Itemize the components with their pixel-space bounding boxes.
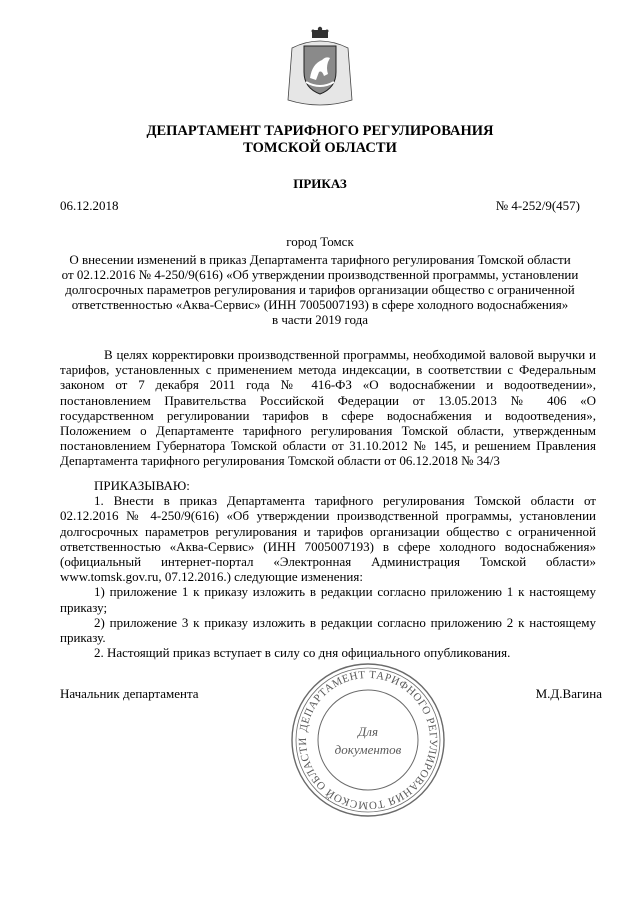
subject-line: от 02.12.2016 № 4-250/9(616) «Об утверждении производственной программы, установлении <box>61 267 579 282</box>
order-heading: ПРИКАЗЫВАЮ: <box>94 478 190 493</box>
order-section <box>60 478 596 660</box>
subject-line: О внесении изменений в приказ Департамента тарифного регулирования Томской области <box>69 252 571 267</box>
order-item-1: 1. Внести в приказ Департамента тарифного регулирования Томской области от 02.12.2016 № 4-250/9(616) «Об утверждении производственной программы, установлении долгосрочных параметров регулирования и тарифов организации общество с ограниченной ответственностью «Аква-Сервис» (ИНН 7005007193) в сфере холодного водоснабжения» (официальный интернет-портал «Электронная Администрация Томской области» www.tomsk.gov.ru, 07.12.2016.) следующие изменения: <box>60 493 596 585</box>
official-seal <box>288 660 448 820</box>
seal-center-line2: документов <box>334 742 402 757</box>
document-type: ПРИКАЗ <box>293 176 347 191</box>
preamble-paragraph: В целях корректировки производственной программы, необходимой валовой выручки и тарифов, установленных с применением метода индексации, в соответствии с Федеральным законом от 7 декабря 2011 года № 416-ФЗ «О водоснабжении и водоотведении», постановлением Правительства Российской Федерации от 13.05.2013 № 406 «О государственном регулировании тарифов в сфере водоснабжения и водоотведения», Положением о Департаменте тарифного регулирования Томской области, утвержденным постановлением Губернатора Томской области от 31.10.2012 № 145, и решением Правления Департамента тарифного регулирования Томской области от 06.12.2018 № 34/3 <box>60 347 596 469</box>
subject-line: долгосрочных параметров регулирования и тарифов организации общество с ограниченной <box>65 282 575 297</box>
seal-ring-text: ДЕПАРТАМЕНТ ТАРИФНОГО РЕГУЛИРОВАНИЯ ТОМСКОЙ ОБЛАСТИ <box>296 668 440 812</box>
document-subject <box>60 252 580 327</box>
tomsk-coat-of-arms-icon <box>286 26 354 108</box>
seal-center-line1: Для <box>358 724 378 739</box>
department-title-line1: ДЕПАРТАМЕНТ ТАРИФНОГО РЕГУЛИРОВАНИЯ <box>146 123 494 139</box>
subject-line: ответственностью «Аква-Сервис» (ИНН 7005007193) в сфере холодного водоснабжения» <box>71 297 569 312</box>
order-subitem-1: 1) приложение 1 к приказу изложить в редакции согласно приложению 1 к настоящему приказу; <box>60 584 596 615</box>
order-subitem-2: 2) приложение 3 к приказу изложить в редакции согласно приложению 2 к настоящему приказу. <box>60 614 596 646</box>
signatory-position: Начальник департамента <box>60 686 199 701</box>
order-item-2: 2. Настоящий приказ вступает в силу со дня официального опубликования. <box>94 645 511 661</box>
signatory-name: М.Д.Вагина <box>535 686 602 701</box>
document-city: город Томск <box>286 234 354 249</box>
document-number: № 4-252/9(457) <box>495 198 580 213</box>
subject-line: в части 2019 года <box>271 312 369 327</box>
department-title-line2: ТОМСКОЙ ОБЛАСТИ <box>243 140 397 156</box>
document-date: 06.12.2018 <box>60 198 119 213</box>
